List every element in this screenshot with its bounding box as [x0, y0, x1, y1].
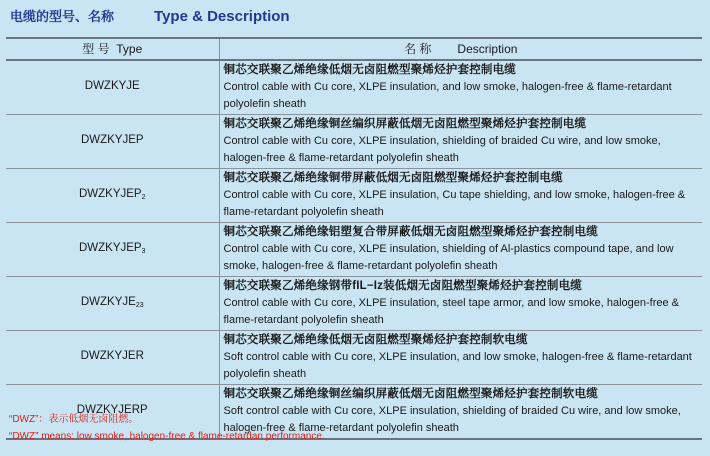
table-header-row [6, 38, 702, 60]
model-code: DWZKYJE [84, 79, 140, 92]
table-row [6, 115, 702, 169]
description-cn: 铜芯交联聚乙烯绝缘铜丝编织屏蔽低烟无卤阻燃型聚烯烃护套控制软电缆 [223, 388, 598, 400]
model-code: DWZKYJE [80, 295, 136, 308]
model-subscript: 23 [135, 301, 144, 309]
table-row [6, 60, 702, 115]
description-en: Soft control cable with Cu core, XLPE insulation, and low smoke, halogen-free & flame-retardant polyolefin sheath [223, 351, 692, 380]
table-row [6, 223, 702, 277]
description-cn: 铜芯交联聚乙烯绝缘钢带fIL−Iz装低烟无卤阻燃型聚烯烃护套控制电缆 [223, 280, 583, 292]
model-cell [6, 169, 219, 223]
model-subscript: 2 [141, 193, 146, 201]
description-cell [219, 223, 702, 277]
header-model-cn: 型 号 [82, 41, 110, 56]
page-heading [10, 6, 290, 25]
description-en: Control cable with Cu core, XLPE insulation, and low smoke, halogen-free & flame-retardant polyolefin sheath [223, 81, 672, 110]
model-code: DWZKYJEP [80, 133, 144, 146]
header-model [6, 38, 219, 60]
description-cn: 铜芯交联聚乙烯绝缘低烟无卤阻燃型聚烯烃护套控制软电缆 [223, 334, 528, 346]
description-cn: 铜芯交联聚乙烯绝缘铝塑复合带屏蔽低烟无卤阻燃型聚烯烃护套控制电缆 [223, 226, 598, 238]
header-description [219, 38, 702, 60]
description-en: Control cable with Cu core, XLPE insulation, shielding of braided Cu wire, and low smoke, halogen-free & flame-retardant polyolefin sheath [223, 135, 661, 164]
description-en: Control cable with Cu core, XLPE insulation, steel tape armor, and low smoke, halogen-free & flame-retardant polyolefin sheath [223, 297, 680, 326]
model-cell [6, 115, 219, 169]
model-code: DWZKYJEP [78, 187, 142, 200]
description-cell [219, 277, 702, 331]
description-cn: 铜芯交联聚乙烯绝缘铜丝编织屏蔽低烟无卤阻燃型聚烯烃护套控制电缆 [223, 118, 587, 130]
heading-en: Type & Description [154, 8, 290, 25]
model-cell [6, 277, 219, 331]
description-cell [219, 60, 702, 115]
model-subscript: 3 [141, 247, 146, 255]
model-code: DWZKYJER [80, 349, 144, 362]
footnote-cn: “DWZ”：表示低烟无卤阻燃。 [9, 414, 139, 425]
description-cell [219, 331, 702, 385]
description-en: Control cable with Cu core, XLPE insulation, shielding of Al-plastics compound tape, and low smoke, halogen-free & flame-retardant polyolefin sheath [223, 243, 674, 272]
heading-cn: 电缆的型号、名称 [10, 9, 115, 24]
header-desc-en: Description [457, 41, 518, 56]
model-cell [6, 223, 219, 277]
table-row [6, 331, 702, 385]
model-code: DWZKYJERP [76, 403, 148, 416]
table-row [6, 277, 702, 331]
header-model-en: Type [116, 41, 143, 56]
description-cn: 铜芯交联聚乙烯绝缘低烟无卤阻燃型聚烯烃护套控制电缆 [223, 64, 516, 76]
description-cell [219, 169, 702, 223]
model-cell [6, 60, 219, 115]
description-cell [219, 115, 702, 169]
model-cell [6, 331, 219, 385]
model-code: DWZKYJEP [78, 241, 142, 254]
footnotes [9, 411, 325, 445]
header-desc-cn: 名 称 [404, 41, 432, 56]
description-en: Soft control cable with Cu core, XLPE insulation, shielding of braided Cu wire, and low smoke, halogen-free & flame-retardant polyolefin sheath [223, 405, 681, 434]
table-row [6, 169, 702, 223]
description-cn: 铜芯交联聚乙烯绝缘铜带屏蔽低烟无卤阻燃型聚烯烃护套控制电缆 [223, 172, 563, 184]
footnote-en: “DWZ” means: low smoke, halogen-free & flame-retardan performance. [9, 431, 325, 442]
description-en: Control cable with Cu core, XLPE insulation, Cu tape shielding, and low smoke, halogen-free & flame-retardant polyolefin sheath [223, 189, 686, 218]
cable-type-table [6, 37, 702, 440]
